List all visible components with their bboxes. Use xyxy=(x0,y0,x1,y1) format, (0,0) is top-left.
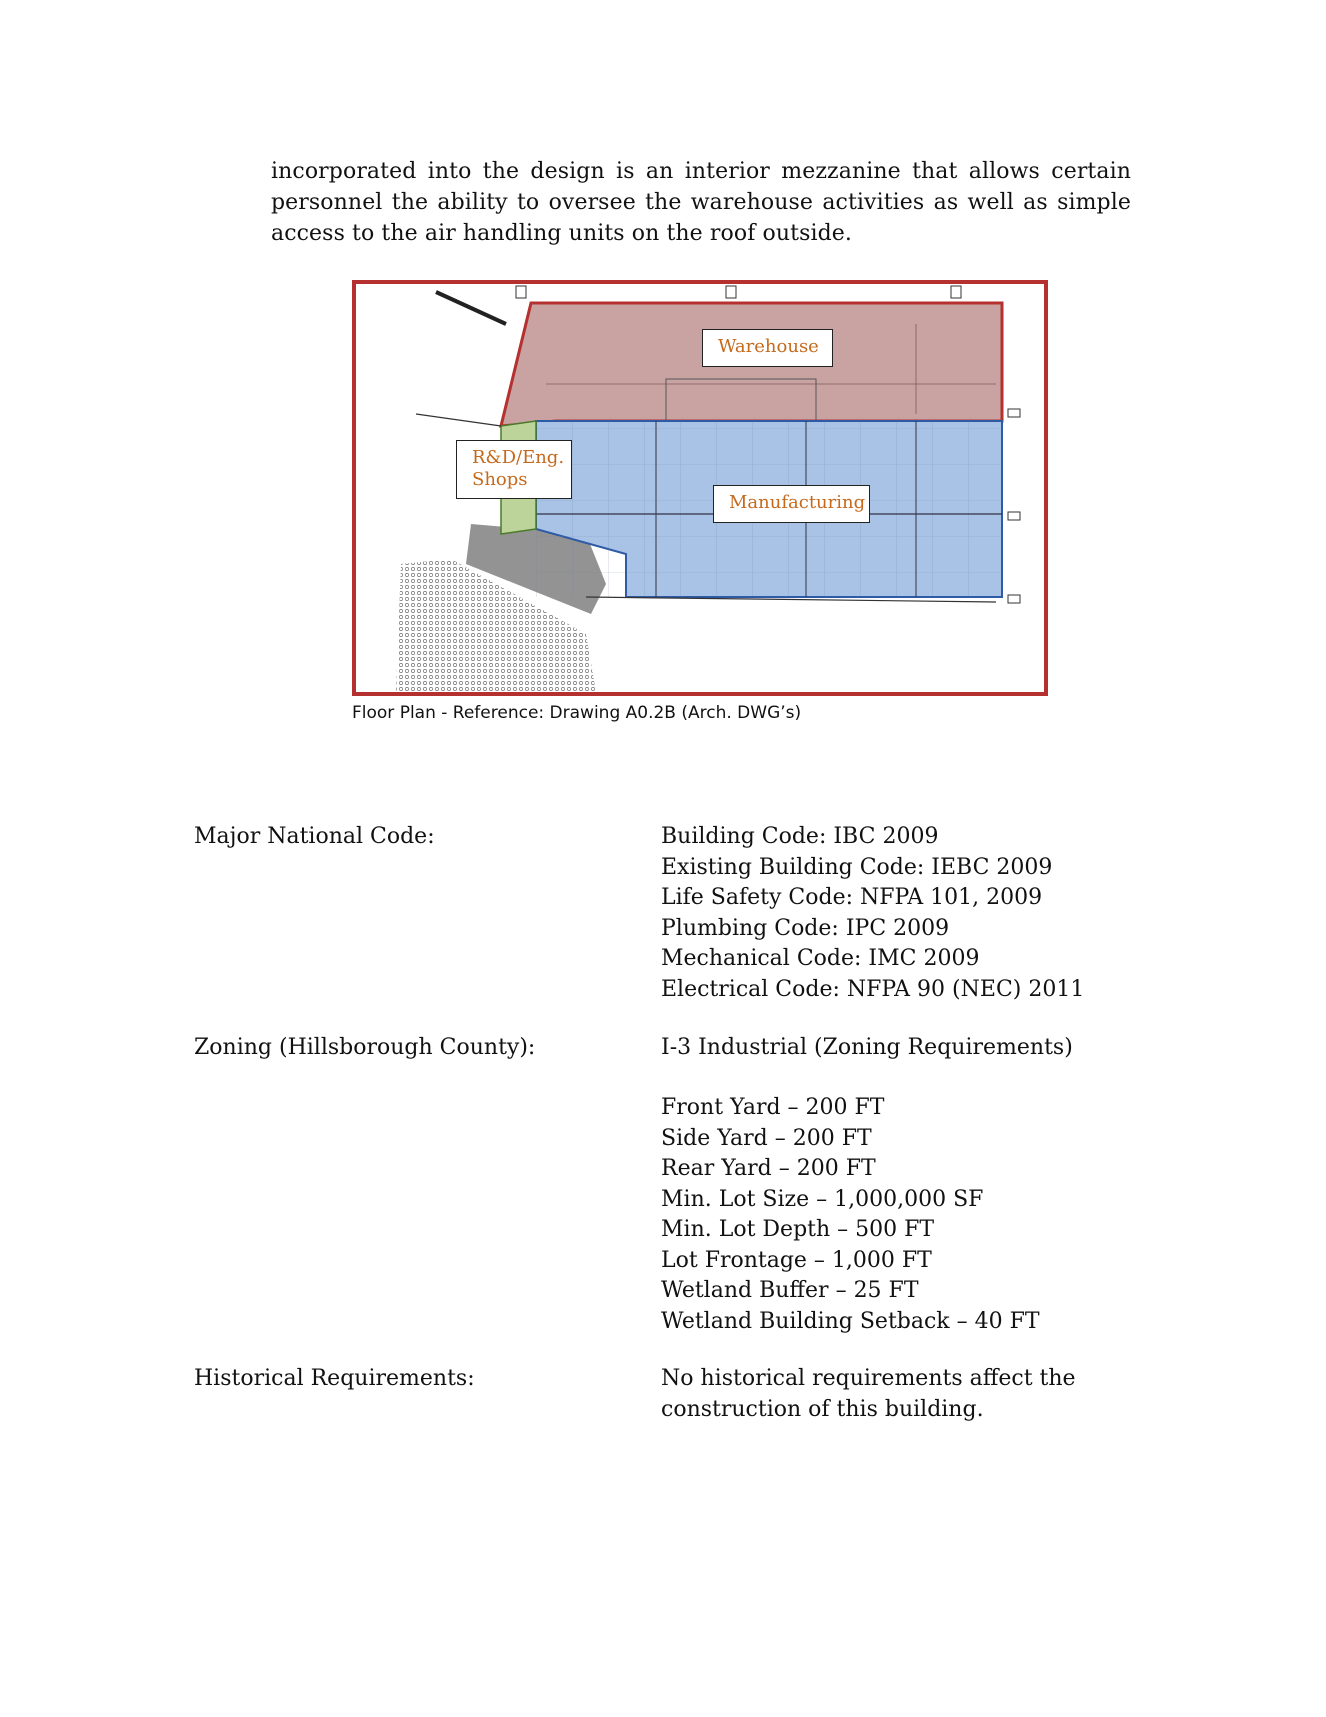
figure-caption: Floor Plan - Reference: Drawing A0.2B (Arch. DWG’s) xyxy=(352,703,802,723)
zoning-values xyxy=(661,1093,1040,1337)
warehouse-label: Warehouse xyxy=(702,329,833,367)
historical-values xyxy=(661,1364,1076,1425)
zoning-item: Side Yard – 200 FT xyxy=(661,1125,872,1151)
intro-line: personnel the ability to oversee the warehouse activities as well as simple xyxy=(271,190,1131,215)
zoning-item: Min. Lot Size – 1,000,000 SF xyxy=(661,1186,984,1212)
zoning-heading: I-3 Industrial (Zoning Requirements) xyxy=(661,1035,1073,1060)
zoning-item: Wetland Buffer – 25 FT xyxy=(661,1278,919,1303)
code-item: Building Code: IBC 2009 xyxy=(661,824,939,849)
historical-item: No historical requirements affect the xyxy=(661,1366,1076,1391)
code-item: Electrical Code: NFPA 90 (NEC) 2011 xyxy=(661,976,1085,1002)
major-code-label: Major National Code: xyxy=(194,824,435,849)
code-item: Life Safety Code: NFPA 101, 2009 xyxy=(661,885,1043,910)
major-code-values xyxy=(661,822,1084,1005)
intro-line: incorporated into the design is an interior mezzanine that allows certain xyxy=(271,159,1131,184)
code-item: Plumbing Code: IPC 2009 xyxy=(661,915,950,941)
floor-plan-figure xyxy=(352,280,1048,696)
zoning-item: Wetland Building Setback – 40 FT xyxy=(661,1308,1040,1334)
manufacturing-label: Manufacturing xyxy=(713,485,870,523)
zoning-label: Zoning (Hillsborough County): xyxy=(194,1035,536,1060)
zoning-item: Lot Frontage – 1,000 FT xyxy=(661,1247,932,1273)
intro-line: access to the air handling units on the roof outside. xyxy=(271,221,853,246)
zoning-item: Front Yard – 200 FT xyxy=(661,1095,885,1120)
zoning-item: Rear Yard – 200 FT xyxy=(661,1156,876,1181)
rd-shops-label: R&D/Eng. Shops xyxy=(456,440,572,499)
code-item: Existing Building Code: IEBC 2009 xyxy=(661,854,1053,880)
zoning-item: Min. Lot Depth – 500 FT xyxy=(661,1217,935,1242)
historical-item: construction of this building. xyxy=(661,1396,984,1422)
historical-label: Historical Requirements: xyxy=(194,1366,475,1391)
code-item: Mechanical Code: IMC 2009 xyxy=(661,946,980,971)
intro-paragraph xyxy=(271,156,1131,249)
